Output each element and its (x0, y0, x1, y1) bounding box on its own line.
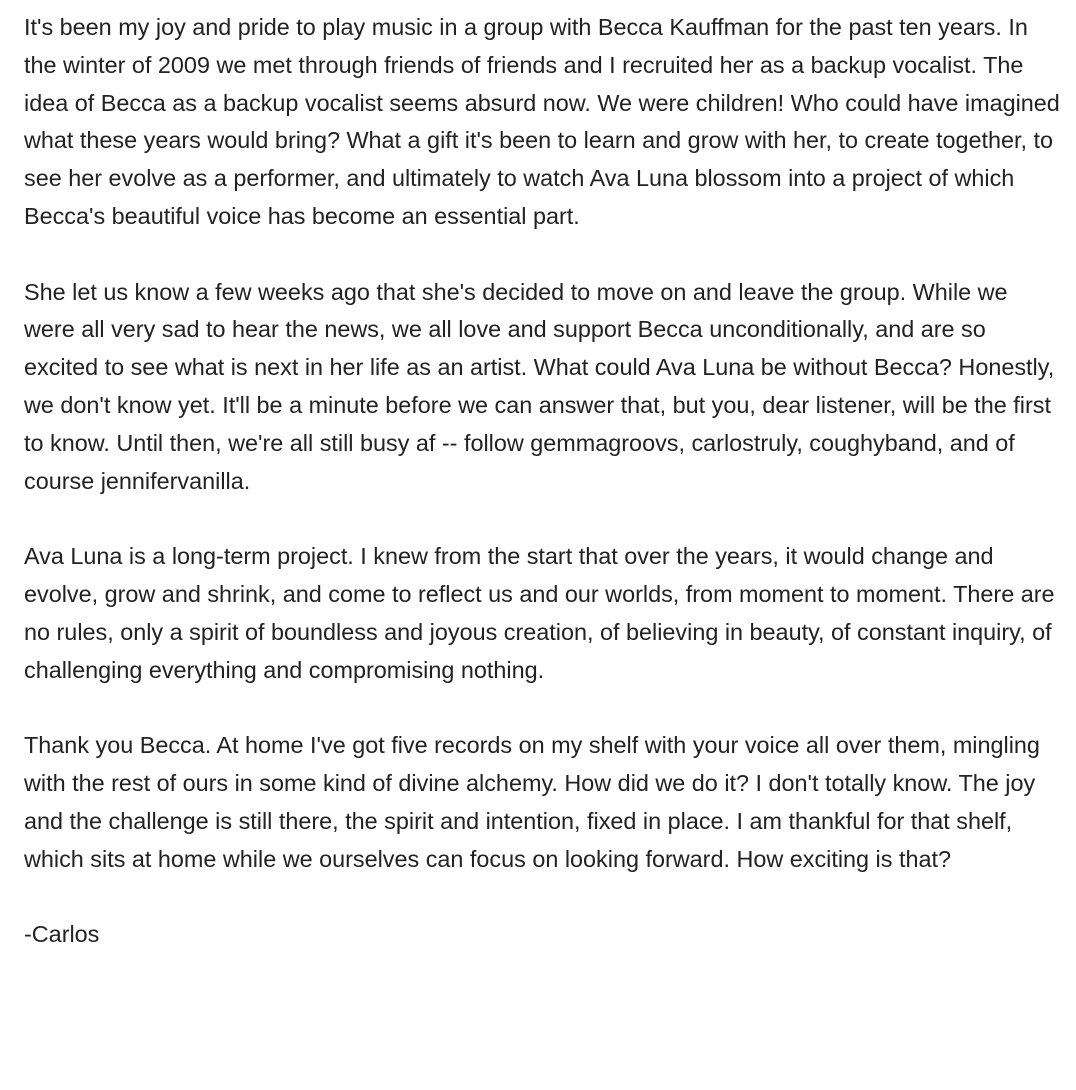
paragraph-thanks: Thank you Becca. At home I've got five records on my shelf with your voice all over them, mingling with the rest of ours in some kind of divine alchemy. How did we do it? I don't totally know. The joy and the challenge is still there, the spirit and intention, fixed in place. I am thankful for that shelf, which sits at home while we ourselves can focus on looking forward. How exciting is that? (24, 732, 1040, 872)
paragraph-departure: She let us know a few weeks ago that she's decided to move on and leave the group. While we were all very sad to hear the news, we all love and support Becca unconditionally, and are so excited to see what is next in her life as an artist. What could Ava Luna be without Becca? Honestly, we don't know yet. It'll be a minute before we can answer that, but you, dear listener, will be the first to know. Until then, we're all still busy af -- follow gemmagroovs, carlostruly, coughyband, and of course jennifervanilla. (24, 278, 1055, 494)
signature: -Carlos (24, 921, 100, 948)
paragraph-project: Ava Luna is a long-term project. I knew from the start that over the years, it would change and evolve, grow and shrink, and come to reflect us and our worlds, from moment to moment. There are no rules, only a spirit of boundless and joyous creation, of believing in beauty, of constant inquiry, of challenging everything and compromising nothing. (24, 543, 1055, 683)
letter-body (24, 9, 1064, 954)
paragraph-intro: It's been my joy and pride to play music in a group with Becca Kauffman for the past ten years. In the winter of 2009 we met through friends of friends and I recruited her as a backup vocalist. The idea of Becca as a backup vocalist seems absurd now. We were children! Who could have imagined what these years would bring? What a gift it's been to learn and grow with her, to create together, to see her evolve as a performer, and ultimately to watch Ava Luna blossom into a project of which Becca's beautiful voice has become an essential part. (24, 14, 1060, 229)
